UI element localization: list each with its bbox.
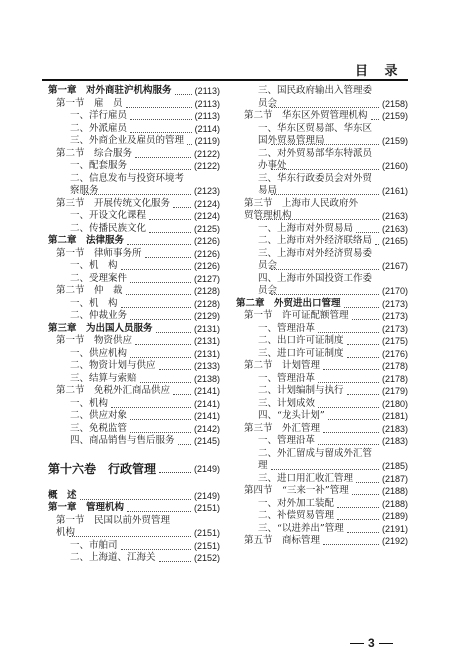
toc-entry-page: (2127) [193,273,220,284]
toc-entry-page: (2125) [193,223,220,234]
toc-entry [48,298,220,311]
toc-entry [236,485,408,498]
toc-entry-page: (2181) [381,411,408,421]
toc-leader-dots [130,348,191,358]
toc-entry-title: 第十六卷 行政管理 [48,461,157,476]
toc-entry [48,148,220,161]
toc-entry-page: (2179) [381,386,408,396]
toc-leader-dots [135,148,191,158]
toc-entry [48,490,220,503]
toc-entry [48,458,220,480]
toc-entry-title: 二、外派雇员 [70,122,128,134]
toc-leader-dots [337,498,379,508]
toc-leader-dots [126,98,192,108]
toc-entry-page: (2149) [193,490,220,501]
toc-leader-dots [352,485,379,495]
toc-entry-page: (2189) [381,511,408,521]
toc-entry [48,435,220,448]
toc-entry [236,423,408,436]
toc-leader-dots [323,423,379,433]
toc-leader-dots [127,235,191,245]
toc-entry-page: (2176) [381,348,408,359]
toc-leader-dots [149,210,191,220]
toc-entry [48,110,220,123]
toc-leader-dots [159,458,191,473]
toc-entry-page: (2122) [193,148,220,159]
toc-entry-page: (2183) [381,423,408,434]
toc-right-column [236,85,408,548]
page-header-title: 目 录 [355,64,404,79]
toc-entry-page: (2131) [193,336,220,346]
toc-leader-dots [371,110,379,120]
toc-entry-title: 二、受理案件 [70,272,128,284]
toc-entry-page: (2160) [381,161,408,171]
toc-entry [48,552,220,565]
toc-entry [48,198,220,211]
toc-leader-dots [356,223,379,233]
toc-entry-page: (2151) [193,540,220,551]
toc-entry [236,323,408,336]
toc-leader-dots [178,435,191,445]
toc-entry [48,223,220,236]
toc-entry-title: 一、上海市对外贸易局 [258,222,354,234]
toc-entry-title: 二、上海道、江海关 [70,552,156,563]
toc-entry [48,260,220,273]
toc-entry [48,423,220,436]
toc-leader-dots [121,298,191,308]
toc-entry-title: 一、机构 [70,397,109,409]
toc-entry-title: 一、供应机构 [70,347,128,359]
toc-entry-page: (2128) [193,286,220,296]
toc-entry-page: (2141) [193,398,220,409]
toc-entry [48,360,220,373]
toc-entry-title: 第一节 雇 员 [56,97,123,109]
toc-entry-title: 第一节 律师事务所 [56,247,142,259]
toc-entry-page: (2145) [193,436,220,446]
toc-entry-title: 一、华东区贸易部、华东区国外贸易管理局 [258,122,373,146]
page-number: 3 [368,636,375,650]
toc-entry-page: (2188) [381,498,408,509]
toc-leader-dots [318,435,379,445]
toc-entry-page: (2165) [381,236,408,246]
toc-entry [236,348,408,361]
toc-entry-title: 三、国民政府输出入管理委员会 [258,85,373,109]
toc-leader-dots [159,552,191,562]
toc-leader-dots [159,360,191,370]
toc-entry-page: (2173) [381,311,408,321]
toc-entry-page: (2141) [193,411,220,421]
toc-leader-dots [337,510,379,520]
toc-entry-title: 一、机 构 [70,297,118,309]
toc-entry-page: (2159) [381,136,408,146]
toc-entry-page: (2124) [193,211,220,221]
toc-entry [48,398,220,411]
toc-entry-page: (2183) [381,436,408,446]
toc-entry-page: (2113) [194,111,220,121]
toc-entry-page: (2151) [193,528,220,538]
toc-leader-dots [347,385,379,395]
toc-entry-page: (2175) [381,336,408,346]
toc-entry-title: 第一节 许可证配额管理 [244,310,349,321]
toc-entry-title: 三、“以进养出”管理 [258,522,344,534]
toc-entry-title: 三、华东行政委员会对外贸易局 [258,172,373,196]
toc-entry-page: (2161) [381,186,408,196]
toc-entry [48,540,220,553]
toc-entry-title: 一、洋行雇员 [70,110,128,121]
toc-entry-page: (2178) [381,373,408,384]
header-rule [42,79,408,81]
toc-entry-title: 第五节 商标管理 [244,535,321,546]
toc-entry [48,123,220,136]
toc-entry-title: 第二节 免税外汇商品供应 [56,385,171,396]
toc-entry-title: 一、对外加工装配 [258,497,335,509]
toc-entry-title: 三、外商企业及雇员的管理 [70,135,185,146]
toc-entry [236,498,408,511]
toc-entry [48,98,220,111]
toc-entry [48,273,220,286]
toc-entry [236,398,408,411]
toc-entry [236,273,408,298]
toc-left-column [48,85,220,565]
toc-leader-dots [130,160,191,170]
toc-entry-title: 一、管理沿革 [258,372,316,384]
toc-leader-dots [356,473,379,483]
toc-entry-page: (2180) [381,398,408,409]
toc-entry-page: (2122) [193,161,220,171]
toc-entry [48,160,220,173]
toc-entry-page: (2138) [193,373,220,384]
toc-entry [48,385,220,398]
toc-entry-title: 三、进口许可证制度 [258,347,344,359]
toc-entry [236,123,408,148]
toc-leader-dots [130,110,192,120]
toc-leader-dots [130,123,192,133]
toc-entry [236,310,408,323]
toc-entry [48,85,220,98]
toc-entry [236,360,408,373]
toc-leader-dots [187,135,192,145]
toc-entry-title: 一、配套服务 [70,160,128,171]
toc-entry [236,248,408,273]
toc-entry [48,323,220,336]
toc-entry [48,173,220,198]
toc-leader-dots [328,410,379,420]
toc-entry-title: 第二节 综合服务 [56,147,133,159]
toc-entry-title: 四、“龙头计划” [258,410,325,421]
toc-entry-page: (2126) [193,248,220,259]
toc-entry-title: 第二章 外贸进出口管理 [236,297,341,309]
toc-entry-title: 二、补偿贸易管理 [258,510,335,521]
toc-entry-page: (2178) [381,361,408,371]
toc-entry-title: 第二章 法律服务 [48,235,125,246]
toc-entry-title: 一、开设文化课程 [70,210,147,221]
toc-entry-page: (2131) [193,348,220,359]
toc-leader-dots [130,423,191,433]
toc-entry-page: (2133) [193,361,220,371]
toc-entry-title: 第二节 计划管理 [244,360,321,371]
toc-entry-title: 二、计划编制与执行 [258,385,344,396]
toc-leader-dots [318,398,379,408]
toc-entry [236,473,408,486]
toc-leader-dots [145,248,191,258]
toc-leader-dots [318,323,379,333]
toc-leader-dots [135,335,191,345]
toc-entry [236,535,408,548]
toc-entry [236,373,408,386]
toc-entry-title: 三、结算与索赔 [70,372,137,384]
toc-entry-title: 三、上海市对外经济贸易委员会 [258,247,373,271]
toc-leader-dots [149,223,191,233]
toc-leader-dots [323,535,379,545]
toc-entry-page: (2151) [193,503,220,513]
toc-entry [48,502,220,515]
toc-leader-dots [175,85,192,95]
toc-leader-dots [111,398,191,408]
toc-entry-page: (2188) [381,486,408,496]
toc-entry [236,235,408,248]
toc-entry [236,85,408,110]
toc-leader-dots [173,385,191,395]
toc-leader-dots [347,335,379,345]
toc-entry [236,148,408,173]
toc-entry [48,373,220,386]
toc-entry-page: (2158) [381,98,408,109]
toc-entry-page: (2185) [381,461,408,471]
toc-entry-title: 一、机 构 [70,260,118,271]
toc-entry-page: (2126) [193,236,220,246]
toc-entry-title: 一、管理沿革 [258,435,316,446]
toc-leader-dots [130,273,191,283]
toc-leader-dots [121,260,191,270]
toc-entry [48,135,220,148]
toc-entry [48,235,220,248]
toc-entry [236,110,408,123]
toc-entry [48,210,220,223]
toc-entry-page: (2192) [381,536,408,546]
toc-entry-title: 第一章 对外商驻沪机构服务 [48,85,172,96]
toc-entry [236,298,408,311]
toc-entry [236,448,408,473]
toc-entry [48,335,220,348]
toc-entry-page: (2113) [194,98,220,109]
toc-entry-title: 第一节 民国以前外贸管理机构 [56,514,171,538]
footer-dash-left [350,643,364,644]
toc-entry-title: 一、管理沿革 [258,322,316,334]
toc-entry [48,285,220,298]
toc-entry-title: 二、外汇留成与留成外汇管理 [258,447,373,471]
toc-entry [236,335,408,348]
toc-entry-page: (2142) [193,423,220,434]
toc-entry [236,173,408,198]
toc-entry-title: 三、进口用汇收汇管理 [258,472,354,484]
toc-entry-page: (2187) [381,473,408,484]
toc-leader-dots [127,502,191,512]
footer-dash-right [379,643,393,644]
toc-entry-title: 第三节 外汇管理 [244,422,321,434]
toc-leader-dots [121,540,191,550]
toc-entry [236,410,408,423]
toc-entry-page: (2163) [381,211,408,221]
toc-entry-title: 二、物资计划与供应 [70,360,156,371]
toc-leader-dots [130,410,191,420]
toc-entry [236,510,408,523]
toc-entry-page: (2163) [381,223,408,234]
toc-entry-title: 二、传播民族文化 [70,222,147,234]
toc-entry [236,385,408,398]
toc-entry [48,348,220,361]
toc-entry-title: 二、出口许可证制度 [258,335,344,346]
toc-leader-dots [156,323,191,333]
toc-entry-title: 第三章 为出国人员服务 [48,322,153,334]
toc-entry-title: 一、市舶司 [70,539,118,551]
toc-leader-dots [130,310,191,320]
toc-entry-page: (2152) [193,553,220,563]
toc-entry-page: (2128) [193,298,220,309]
toc-entry-page: (2173) [381,323,408,334]
toc-entry [48,248,220,261]
toc-entry-title: 第二节 仲 裁 [56,285,123,296]
toc-entry-page: (2119) [194,136,220,146]
toc-entry-title: 四、上海市外国投资工作委员会 [258,272,373,296]
toc-entry-title: 二、上海市对外经济联络局 [258,235,373,246]
toc-entry-title: 第三节 上海市人民政府外贸管理机构 [244,197,359,221]
toc-leader-dots [323,360,379,370]
toc-leader-dots [352,310,379,320]
toc-entry-page: (2191) [381,523,408,534]
toc-entry-page: (2129) [193,311,220,321]
toc-entry-page: (2123) [193,186,220,196]
toc-entry-title: 二、信息发布与投资环境考察服务 [70,172,185,196]
toc-entry-title: 四、商品销售与售后服务 [70,435,175,446]
toc-entry-title: 第一章 管理机构 [48,502,125,513]
toc-entry [48,310,220,323]
toc-entry-page: (2149) [193,463,220,474]
toc-leader-dots [80,490,191,500]
toc-entry [236,198,408,223]
toc-entry-title: 三、免税监管 [70,422,128,434]
toc-entry-page: (2124) [193,198,220,209]
toc-entry-title: 二、对外贸易部华东特派员办事处 [258,147,373,171]
toc-leader-dots [344,298,379,308]
page-footer [350,636,420,650]
toc-entry-title: 第四节 “三来一补”管理 [244,485,349,496]
toc-leader-dots [347,523,379,533]
toc-entry-page: (2126) [193,261,220,271]
toc-leader-dots [318,373,379,383]
toc-entry [48,410,220,423]
toc-entry-page: (2173) [381,298,408,309]
toc-entry-title: 二、供应对象 [70,410,128,421]
toc-leader-dots [173,198,191,208]
toc-leader-dots [126,285,191,295]
toc-entry-title: 第一节 物资供应 [56,335,133,346]
toc-entry-title: 第二节 华东区外贸管理机构 [244,110,368,121]
toc-entry-title: 二、仲裁业务 [70,310,128,321]
toc-entry [236,223,408,236]
toc-entry [236,435,408,448]
toc-leader-dots [375,235,379,245]
toc-entry-page: (2113) [194,86,220,96]
toc-entry-page: (2167) [381,261,408,271]
toc-entry-title: 概 述 [48,489,77,501]
toc-entry-page: (2159) [381,111,408,121]
toc-leader-dots [140,373,191,383]
toc-entry-page: (2141) [193,386,220,396]
toc-entry [48,515,220,540]
toc-entry-title: 第三节 开展传统文化服务 [56,197,171,209]
toc-entry-page: (2131) [193,323,220,334]
toc-entry-page: (2170) [381,286,408,296]
toc-entry-page: (2114) [194,123,220,134]
toc-entry-title: 三、计划成效 [258,397,316,409]
toc-leader-dots [347,348,379,358]
toc-entry [236,523,408,536]
